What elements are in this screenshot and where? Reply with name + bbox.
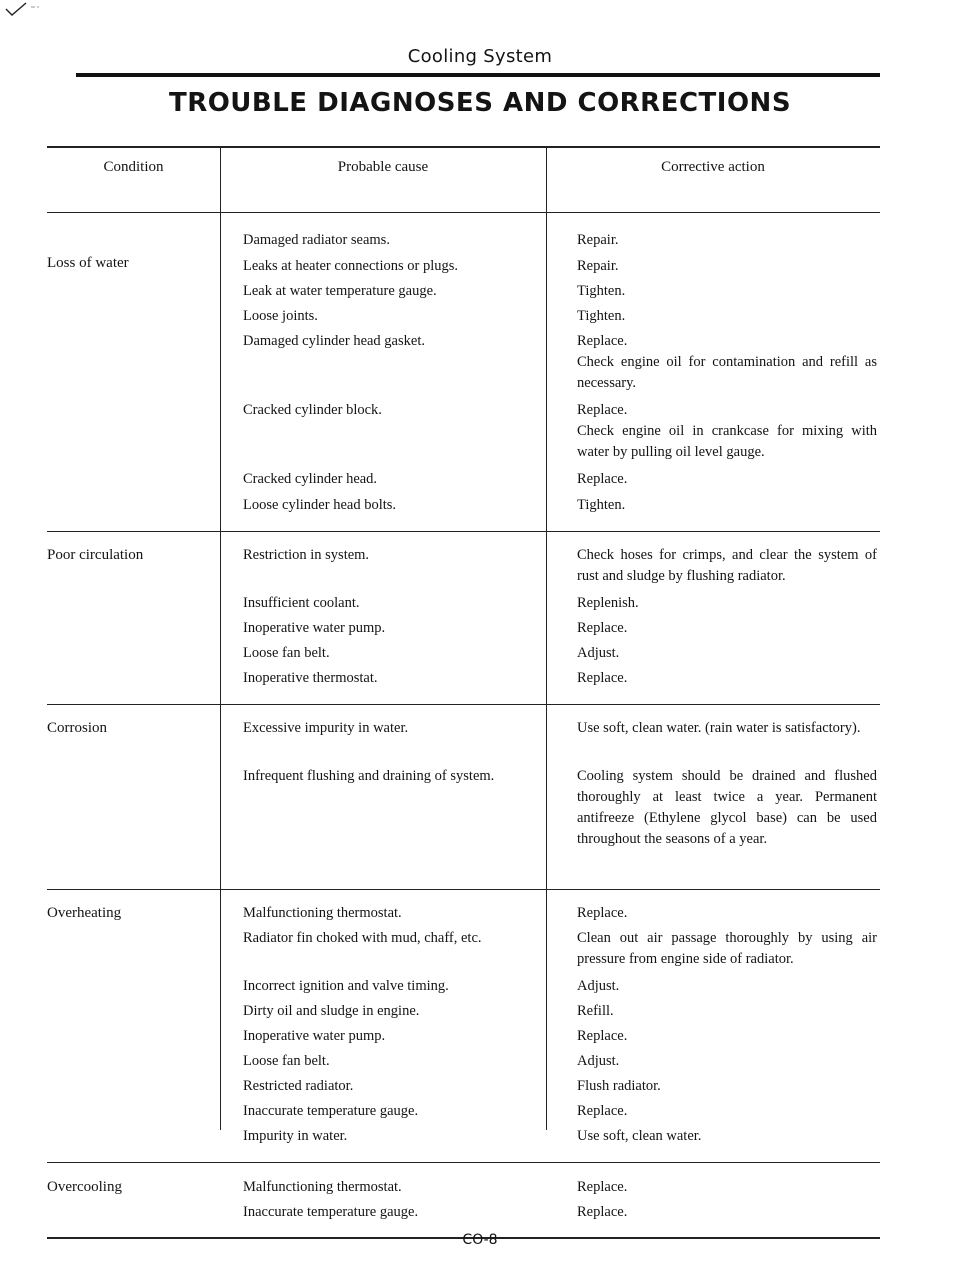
action-cell: Adjust. [577,1053,620,1069]
action-cell: Replace. [577,905,628,921]
cause-cell: Cracked cylinder block. [243,402,382,418]
table-row [47,668,880,690]
action-cell: Replace. [577,1179,628,1195]
action-cell: Clean out air passage thoroughly by using air pressure from engine side of radiator. [577,930,877,967]
action-cell: Flush radiator. [577,1078,661,1094]
action-cell: Replace. Check engine oil in crankcase for mixing with water by pulling oil level gauge. [577,402,877,460]
page-number: CO-8 [462,1232,498,1248]
table-row [47,1202,880,1224]
action-cell: Use soft, clean water. (rain water is satisfactory). [577,720,861,736]
table-row [47,400,880,469]
table-row [47,495,880,517]
cause-cell: Radiator fin choked with mud, chaff, etc. [243,930,482,946]
action-cell: Replace. Check engine oil for contamination and refill as necessary. [577,333,877,391]
cause-cell: Inoperative thermostat. [243,670,378,686]
table-row [47,1126,880,1148]
action-cell: Adjust. [577,645,620,661]
table-header [47,148,880,213]
table-row [47,976,880,1001]
group-corrosion [47,705,880,890]
table-row [47,469,880,495]
table-row [47,1051,880,1076]
action-cell: Check hoses for crimps, and clear the system of rust and sludge by flushing radiator. [577,547,877,584]
table-row [47,1026,880,1051]
condition-label: Overcooling [47,1179,122,1195]
cause-cell: Dirty oil and sludge in engine. [243,1003,420,1019]
cause-cell: Insufficient coolant. [243,595,360,611]
group-overcooling [47,1163,880,1239]
cause-cell: Damaged cylinder head gasket. [243,333,425,349]
cause-cell: Loose cylinder head bolts. [243,497,397,513]
cause-cell: Excessive impurity in water. [243,720,409,736]
action-cell: Replace. [577,471,628,487]
action-cell: Replace. [577,1103,628,1119]
condition-label: Loss of water [47,255,129,271]
table-row [47,281,880,306]
header-corrective-action: Corrective action [661,159,765,175]
action-cell: Replace. [577,1204,628,1220]
cause-cell: Impurity in water. [243,1128,348,1144]
cause-cell: Inaccurate temperature gauge. [243,1103,419,1119]
table-row [47,766,880,876]
action-cell: Tighten. [577,283,626,299]
action-cell: Tighten. [577,308,626,324]
cause-cell: Leak at water temperature gauge. [243,283,437,299]
action-cell: Adjust. [577,978,620,994]
group-loss-of-water [47,213,880,532]
action-cell: Refill. [577,1003,614,1019]
condition-label: Poor circulation [47,547,144,563]
cause-cell: Inaccurate temperature gauge. [243,1204,419,1220]
cause-cell: Leaks at heater connections or plugs. [243,258,459,274]
cause-cell: Loose fan belt. [243,1053,330,1069]
table-row [47,1101,880,1126]
page-title: TROUBLE DIAGNOSES AND CORRECTIONS [168,88,792,118]
action-cell: Repair. [577,232,619,248]
cause-cell: Malfunctioning thermostat. [243,1179,402,1195]
action-cell: Use soft, clean water. [577,1128,702,1144]
table-row [47,618,880,643]
header-probable-cause: Probable cause [337,159,429,175]
cause-cell: Loose fan belt. [243,645,330,661]
table-row [47,331,880,400]
table-row [47,593,880,618]
cause-cell: Inoperative water pump. [243,620,386,636]
cause-cell: Restriction in system. [243,547,370,563]
group-overheating [47,890,880,1163]
action-cell: Replace. [577,670,628,686]
action-cell: Replace. [577,1028,628,1044]
table-row [47,1001,880,1026]
table-row [47,1076,880,1101]
table-row [47,643,880,668]
diagnosis-table [47,146,880,1239]
action-cell: Cooling system should be drained and flushed thoroughly at least twice a year. Permanent antifreeze (Ethylene glycol base) can be used throughout the seasons of a year. [577,768,877,847]
check-mark-icon [4,0,44,20]
header-rule [76,73,880,77]
action-cell: Tighten. [577,497,626,513]
action-cell: Repair. [577,258,619,274]
group-poor-circulation [47,532,880,705]
action-cell: Replace. [577,620,628,636]
table-row [47,928,880,976]
cause-cell: Damaged radiator seams. [243,232,390,248]
cause-cell: Inoperative water pump. [243,1028,386,1044]
cause-cell: Loose joints. [243,308,318,324]
condition-label: Corrosion [47,720,107,736]
cause-cell: Incorrect ignition and valve timing. [243,978,449,994]
section-title: Cooling System [407,46,553,67]
condition-label: Overheating [47,905,122,921]
action-cell: Replenish. [577,595,639,611]
cause-cell: Malfunctioning thermostat. [243,905,402,921]
header-condition: Condition [103,159,164,175]
table-row [47,306,880,331]
cause-cell: Infrequent flushing and draining of system. [243,768,495,784]
cause-cell: Cracked cylinder head. [243,471,378,487]
cause-cell: Restricted radiator. [243,1078,354,1094]
